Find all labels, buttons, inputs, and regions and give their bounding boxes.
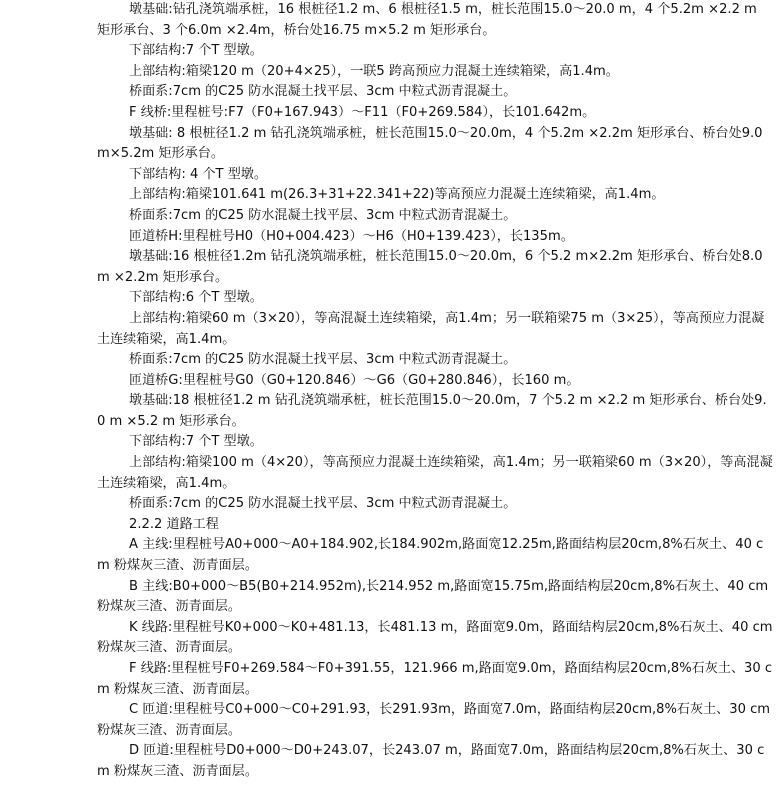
paragraph-deck-system-3: 桥面系:7cm 的C25 防水混凝土找平层、3cm 中粒式沥青混凝土。	[129, 352, 517, 368]
paragraph-superstructure-4: 上部结构:箱梁100 m（4×20），等高预应力混凝土连续箱梁，高1.4m；另一联箱梁60 m（3×20），等高混凝土连续箱梁，高1.4m。	[97, 455, 773, 491]
paragraph-b-mainline: B 主线:B0+000～B5(B0+214.952m),长214.952 m,路面宽15.75m,路面结构层20cm,8%石灰土、40 cm 粉煤灰三渣、沥青面层。	[97, 578, 769, 615]
section-heading-road-works: 2.2.2 道路工程	[129, 516, 219, 532]
paragraph-superstructure-1: 上部结构:箱梁120 m（20+4×25），一联5 跨高预应力混凝土连续箱梁，高1.4m。	[129, 63, 619, 79]
paragraph-a-mainline: A 主线:里程桩号A0+000～A0+184.902,长184.902m,路面宽12.25m,路面结构层20cm,8%石灰土、40 cm 粉煤灰三渣、沥青面层。	[97, 537, 764, 574]
paragraph-pier-foundation-2: 墩基础: 8 根桩径1.2 m 钻孔浇筑端承桩，桩长范围15.0～20.0m，4 个5.2m ×2.2m 矩形承台、桥台处9.0m×5.2m 矩形承台。	[97, 125, 763, 162]
paragraph-pier-foundation-4: 墩基础:18 根桩径1.2 m 钻孔浇筑端承桩，桩长范围15.0～20.0m，7 个5.2 m ×2.2 m 矩形承台、桥台处9.0 m ×5.2 m 矩形承台。	[97, 393, 767, 429]
paragraph-d-ramp: D 匝道:里程桩号D0+000～D0+243.07，长243.07 m，路面宽7.0m，路面结构层20cm,8%石灰土、30 cm 粉煤灰三渣、沥青面层。	[97, 743, 765, 779]
paragraph-deck-system-2: 桥面系:7cm 的C25 防水混凝土找平层、3cm 中粒式沥青混凝土。	[129, 207, 517, 223]
paragraph-ramp-bridge-g: 匝道桥G:里程桩号G0（G0+120.846）～G6（G0+280.846），长160 m。	[129, 372, 580, 388]
paragraph-superstructure-2: 上部结构:箱梁101.641 m(26.3+31+22.341+22)等高预应力混凝土连续箱梁，高1.4m。	[129, 187, 665, 203]
paragraph-substructure-2: 下部结构: 4 个T 型墩。	[129, 166, 267, 182]
paragraph-c-ramp: C 匝道:里程桩号C0+000～C0+291.93，长291.93m，路面宽7.0m，路面结构层20cm,8%石灰土、30 cm 粉煤灰三渣、沥青面层。	[97, 702, 771, 738]
paragraph-k-line: K 线路:里程桩号K0+000～K0+481.13，长481.13 m，路面宽9.0m，路面结构层20cm,8%石灰土、40 cm 粉煤灰三渣、沥青面层。	[97, 619, 773, 656]
paragraph-substructure-4: 下部结构:7 个T 型墩。	[129, 434, 263, 450]
paragraph-pier-foundation-1: 墩基础:钻孔浇筑端承桩，16 根桩径1.2 m、6 根桩径1.5 m，桩长范围15.0～20.0 m，4 个5.2m ×2.2 m 矩形承台、3 个6.0m ×2.4m，桥台处16.75 m×5.2 m 矩形承台。	[97, 2, 757, 38]
paragraph-f-line-road: F 线路:里程桩号F0+269.584～F0+391.55，121.966 m,路面宽9.0m，路面结构层20cm,8%石灰土、30 cm 粉煤灰三渣、沥青面层。	[97, 661, 773, 697]
paragraph-substructure-1: 下部结构:7 个T 型墩。	[129, 43, 263, 59]
paragraph-f-line-bridge: F 线桥:里程桩号:F7（F0+167.943）～F11（F0+269.584），长101.642m。	[129, 104, 596, 120]
paragraph-substructure-3: 下部结构:6 个T 型墩。	[129, 290, 263, 306]
paragraph-pier-foundation-3: 墩基础:16 根桩径1.2m 钻孔浇筑端承桩，桩长范围15.0～20.0m，6 个5.2 m×2.2m 矩形承台、桥台处8.0m ×2.2m 矩形承台。	[97, 249, 763, 285]
paragraph-deck-system-1: 桥面系:7cm 的C25 防水混凝土找平层、3cm 中粒式沥青混凝土。	[129, 84, 517, 100]
paragraph-deck-system-4: 桥面系:7cm 的C25 防水混凝土找平层、3cm 中粒式沥青混凝土。	[129, 496, 517, 512]
paragraph-ramp-bridge-h: 匝道桥H:里程桩号H0（H0+004.423）～H6（H0+139.423），长135m。	[129, 228, 574, 244]
paragraph-superstructure-3: 上部结构:箱梁60 m（3×20），等高混凝土连续箱梁，高1.4m；另一联箱梁75 m（3×25），等高预应力混凝土连续箱梁，高1.4m。	[97, 310, 765, 347]
